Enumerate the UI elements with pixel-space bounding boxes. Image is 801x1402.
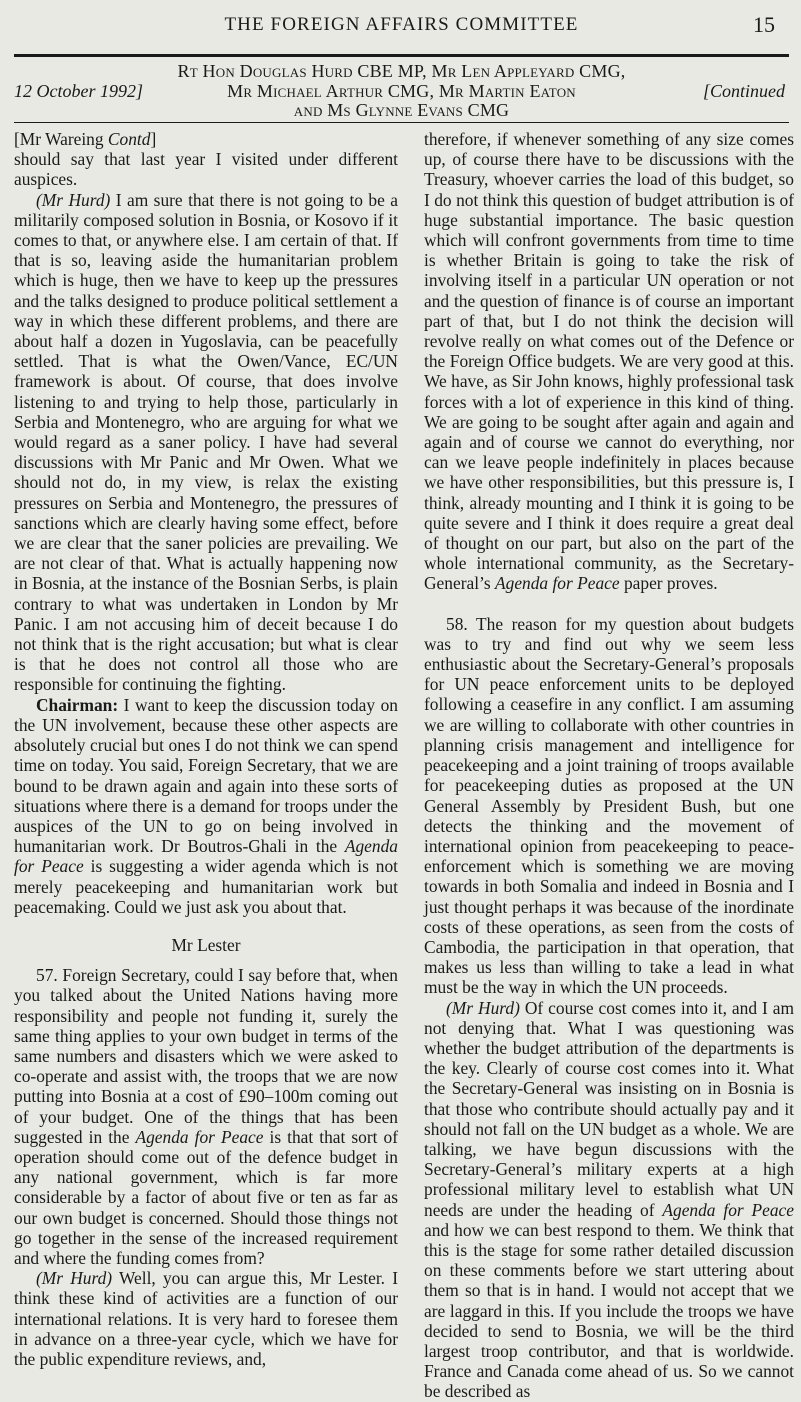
- continued-marker: [Continued: [702, 80, 785, 101]
- speaker-label: (Mr Hurd): [446, 997, 520, 1018]
- speaker-label: (Mr Hurd): [36, 1268, 113, 1289]
- paragraph-text: I am sure that there is not going to be a militarily composed solution in Bosnia, or Kosovo if it comes to that, or anywhere else. I am certain of that. If that is so, leaving aside the humanitarian problem which is huge, then we have to keep up the pressures and the talks designed to produce political settlement a way in which these different problems, and there are about half a dozen in Yugoslavia, can be peacefully settled. That is what the Owen/Vance, EC/UN framework is about. Of course, that does involve listening to and trying to help those, particularly in Serbia and Montenegro, who are arguing for what we would regard as a saner policy. I have had several discussions with Mr Panic and Mr Owen. What we should not do, in my view, is relax the existing pressures on Serbia and Montenegro, the pressures of sanctions which are clearly having some effect, before we are clear that the saner policies are prevailing. We are not clear of that. What is actually happening now in Bosnia, at the instance of the Bosnian Serbs, is plain contrary to what was undertaken in London by Mr Panic. I am not accusing him of deceit because I do not think that is the right accusation; but what is clear is that he does not control all those who are responsible for continuing the fighting.: [14, 189, 398, 695]
- paragraph-question-57: [14, 965, 398, 1268]
- paragraph-text: and how we can best respond to them. We think that this is the stage for some rather detailed discussion on these comments before we start uttering about them so that is in hand. I would not accept that we are laggard in this. If you include the troops we have decided to send to Bosnia, we will be the third largest troop contributor, and that is worldwide. France and Canada come ahead of us. So we cannot be described as: [424, 1219, 794, 1402]
- header-bottom-rule: [14, 122, 789, 123]
- witness-line-1: Rt Hon Douglas Hurd CBE MP, Mr Len Appleyard CMG,: [177, 61, 626, 81]
- left-column: [14, 129, 398, 1369]
- speaker-label: [Mr Wareing: [14, 129, 104, 149]
- paragraph-text: Of course cost comes into it, and I am not denying that. What I was questioning was whether the budget attribution of the departments is the key. Clearly of course cost comes into it. What the Secretary-General was insisting on in Bosnia is that those who contribute should actually pay and it should not fall on the UN budget as a whole. We are talking, we have begun discussions with the Secretary-General’s military experts at a high professional military level to establish what UN needs are under the heading of: [424, 997, 794, 1220]
- witness-line-3: and Ms Glynne Evans CMG: [293, 100, 510, 120]
- agenda-reference: Agenda for Peace: [495, 573, 620, 594]
- paragraph-hurd-2: [14, 1268, 398, 1369]
- top-rule: [14, 54, 789, 57]
- paragraph-text: Foreign Secretary, could I say before that, when you talked about the United Nations having more responsibility and people not funding it, surely the same thing applies to your own budget in terms of the same numbers and disasters which we were asked to co-operate and assist with, the troops that we are now putting into Bosnia at a cost of £90–100m coming out of your budget. One of the things that has been suggested in the: [14, 965, 398, 1147]
- paragraph-text: Well, you can argue this, Mr Lester. I think these kind of activities are a function of our international relations. It is very hard to foresee them in advance on a three-year cycle, which we have for the public expenditure reviews, and,: [14, 1268, 398, 1369]
- question-number: 57.: [36, 965, 58, 986]
- speaker-label: Chairman:: [36, 694, 119, 715]
- paragraph-hurd-1: [14, 190, 398, 695]
- speaker-label: (Mr Hurd): [36, 189, 111, 210]
- contd-label: Contd: [107, 129, 151, 149]
- text-columns: [14, 129, 794, 1402]
- running-head-title: THE FOREIGN AFFAIRS COMMITTEE: [224, 14, 579, 35]
- paragraph-continuation: [424, 129, 794, 594]
- agenda-reference: Agenda for Peace: [662, 1199, 794, 1220]
- bracket-close: ]: [150, 129, 157, 149]
- witness-list: [14, 62, 789, 120]
- paragraph-text: is suggesting a wider agenda which is not merely peacekeeping and humanitarian work but peacemaking. Could we just ask you about that.: [14, 856, 398, 917]
- question-number: 58.: [446, 613, 468, 634]
- agenda-reference: Agenda for Peace: [14, 836, 398, 877]
- paragraph-text: The reason for my question about budgets was to try and find out why we seem less enthusiastic about the Secretary-General’s proposals for UN peace enforcement units to be deployed following a ceasefire in any conflict. I am assuming we are willing to collaborate with other countries in planning crisis management and intelligence for peacekeeping and a joint training of troops available for peacekeeping duties as proposed at the UN General Assembly by President Bush, but one detects the thinking and the movement of international opinion from peacekeeping to peace-enforcement which is something we are moving towards in both Somalia and indeed in Bosnia and I just thought perhaps it was because of the inordinate costs of these operations, as seen from the costs of Cambodia, the participation in that operation, that makes us less than willing to take a lead in what must be the way in which the UN proceeds.: [424, 613, 794, 998]
- paragraph-question-58: [424, 614, 794, 998]
- paragraph-text: paper proves.: [623, 573, 718, 594]
- witness-line-2: Mr Michael Arthur CMG, Mr Martin Eaton: [227, 80, 576, 101]
- running-head: [14, 14, 789, 40]
- right-column: [424, 129, 794, 1402]
- page-number: 15: [753, 12, 775, 37]
- paragraph-text: should say that last year I visited under different auspices.: [14, 149, 398, 190]
- agenda-reference: Agenda for Peace: [135, 1126, 264, 1147]
- session-date: 12 October 1992]: [14, 80, 143, 101]
- speaker-heading: Mr Lester: [171, 934, 241, 955]
- paragraph-text: I want to keep the discussion today on the UN involvement, because these other aspects are absolutely crucial but ones I do not think we can spend time on today. You said, Foreign Secretary, that we are bound to be drawn again and again into these sorts of situations where there is a demand for troops under the auspices of the UN to go on being involved in humanitarian work. Dr Boutros-Ghali in the: [14, 694, 398, 857]
- paragraph-text: therefore, if whenever something of any size comes up, of course there have to be discussions with the Treasury, whoever carries the load of this budget, so I do not think this question of budget attribution is of huge substantial importance. The basic question which will confront governments from time to time is whether Britain is going to take the risk of involving itself in a particular UN operation or not and the question of finance is of course an important part of that, but I do not think the decision will revolve really on what comes out of the Defence or the Foreign Office budgets. We are very good at this. We have, as Sir John knows, highly professional task forces with a lot of experience in this kind of thing. We are going to be sought after again and again and again and of course we cannot do everything, nor can we leave people indefinitely in places because we have other responsibilities, but this pressure is, I think, already mounting and I think it is going to be quite severe and I think it does require a great deal of thought on our part, but also on the part of the whole international community, as the Secretary-General’s: [424, 129, 794, 594]
- paragraph-chairman: [14, 695, 398, 917]
- paragraph-text: is that that sort of operation should come out of the defence budget in any national government, which is far more considerable by a factor of about five or ten as far as our own budget is concerned. Should those things not go together in the sense of the increased requirement and where the funding comes from?: [14, 1126, 398, 1268]
- paragraph-wareing: [14, 129, 398, 190]
- paragraph-hurd-3: [424, 998, 794, 1402]
